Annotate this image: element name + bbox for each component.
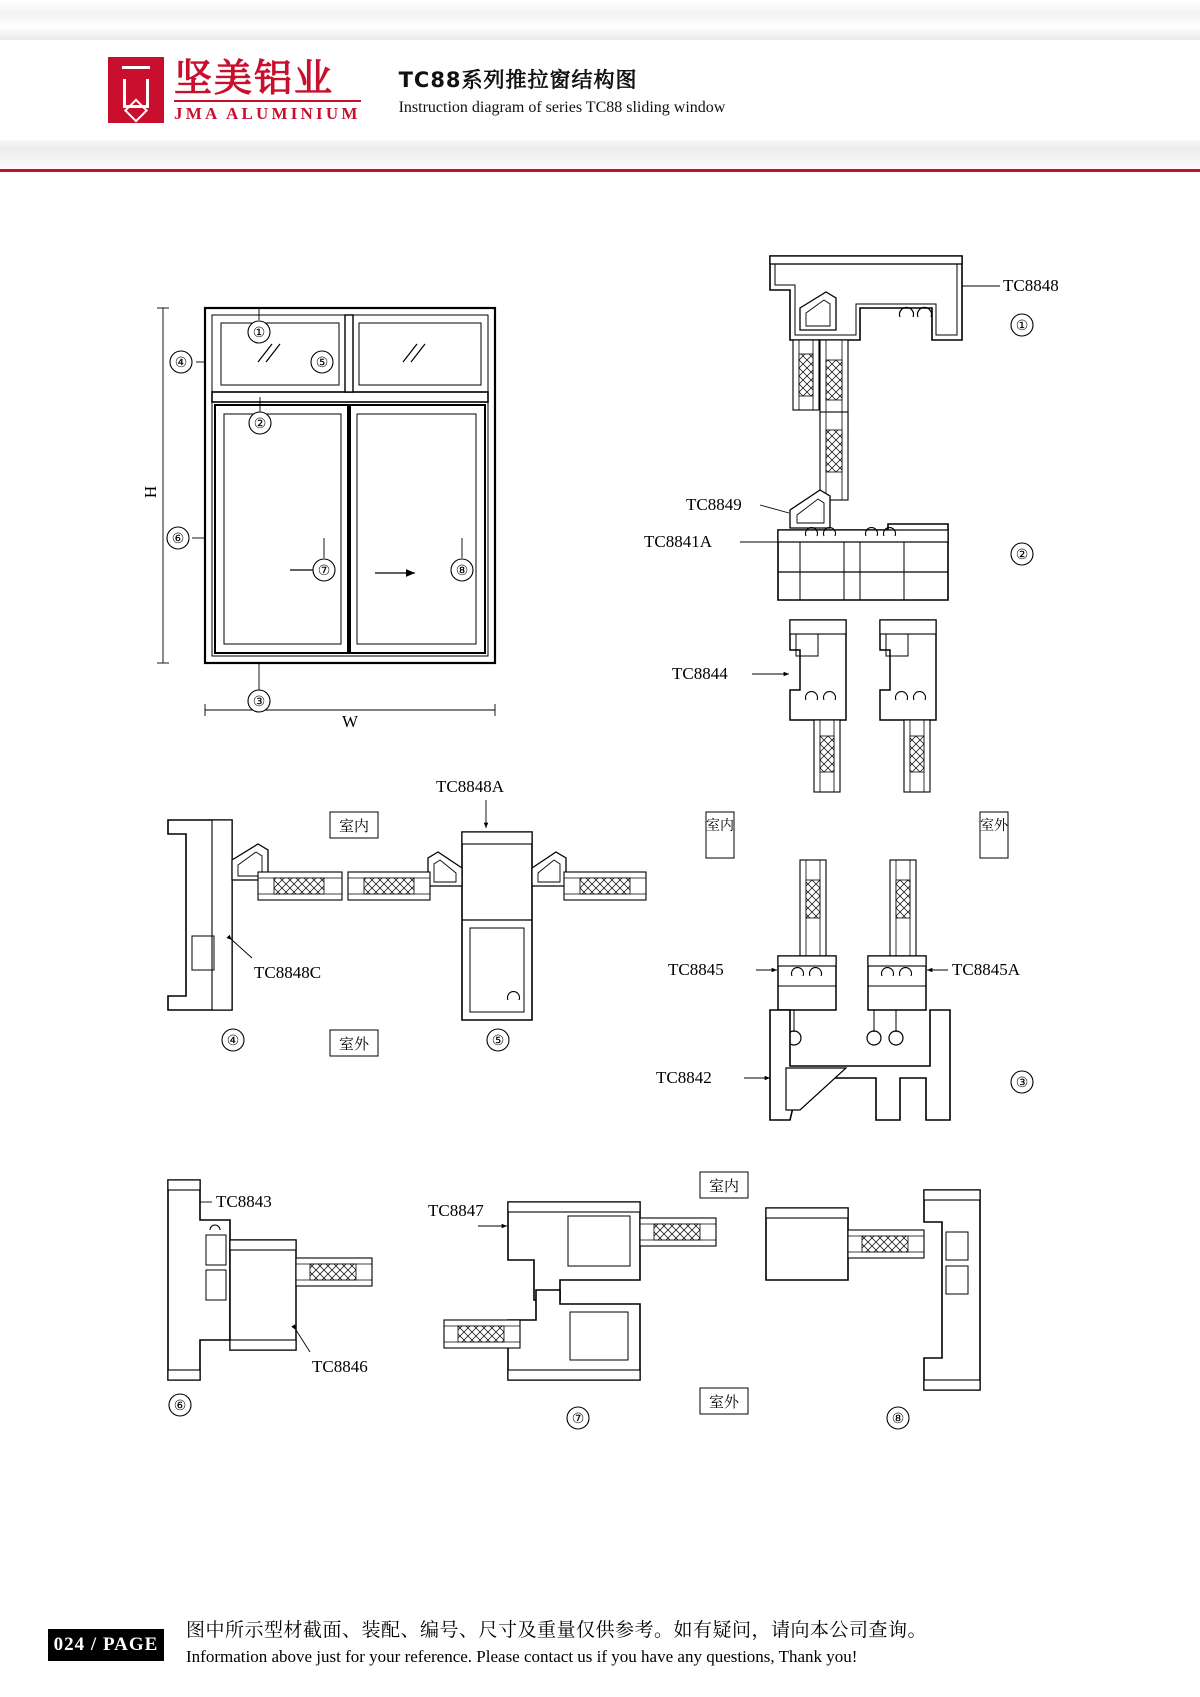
dimension-w-label: W — [341, 712, 359, 731]
dimension-h-label: H — [141, 485, 160, 499]
callout-8: ⑧ — [455, 564, 469, 579]
section-marker-2: ② — [1015, 548, 1029, 563]
title-en: Instruction diagram of series TC88 sliding window — [398, 98, 726, 116]
section-marker-5: ⑤ — [491, 1034, 505, 1049]
profile-label-tc8847: TC8847 — [428, 1201, 484, 1220]
footer-note-en: Information above just for your reference. Please contact us if you have any questions, Thank you! — [186, 1647, 858, 1666]
outdoor-label-4: 室外 — [338, 1035, 370, 1053]
title-cn: TC88系列推拉窗结构图 — [398, 67, 638, 92]
callout-4: ④ — [174, 356, 188, 371]
section-marker-4: ④ — [226, 1034, 240, 1049]
section-marker-1: ① — [1015, 319, 1029, 334]
section-2 — [644, 412, 1033, 792]
section-7 — [428, 1172, 748, 1429]
window-elevation — [141, 308, 495, 731]
profile-label-tc8848c: TC8848C — [254, 963, 322, 982]
profile-label-tc8845: TC8845 — [668, 960, 724, 979]
indoor-label-7: 室内 — [708, 1177, 740, 1195]
profile-label-tc8845a: TC8845A — [952, 960, 1020, 979]
profile-label-tc8844: TC8844 — [672, 664, 728, 683]
technical-drawing — [0, 180, 1200, 1600]
section-marker-7: ⑦ — [571, 1412, 585, 1427]
callout-2: ② — [253, 417, 267, 432]
section-4 — [168, 812, 378, 1056]
section-marker-8: ⑧ — [891, 1412, 905, 1427]
footer-note-cn: 图中所示型材截面、装配、编号、尺寸及重量仅供参考。如有疑问，请向本公司查询。 — [186, 1619, 928, 1641]
callout-7: ⑦ — [317, 564, 331, 579]
outdoor-label-7: 室外 — [708, 1393, 740, 1411]
indoor-label-4: 室内 — [338, 817, 370, 835]
section-3 — [656, 812, 1033, 1120]
profile-label-tc8842: TC8842 — [656, 1068, 712, 1087]
callout-1: ① — [252, 326, 266, 341]
profile-label-tc8843: TC8843 — [216, 1192, 272, 1211]
profile-label-tc8846: TC8846 — [312, 1357, 368, 1376]
page-title — [399, 64, 726, 117]
callout-3: ③ — [252, 695, 266, 710]
footer-note — [186, 1615, 1146, 1667]
page-footer — [0, 1615, 1200, 1675]
drawing-canvas — [0, 180, 1200, 1600]
callout-6: ⑥ — [171, 532, 185, 547]
callout-5: ⑤ — [315, 356, 329, 371]
section-5 — [348, 777, 646, 1051]
section-1 — [770, 256, 1059, 440]
brand-name-cn: 坚美铝业 — [174, 56, 335, 100]
section-marker-3: ③ — [1015, 1076, 1029, 1091]
jma-logo-icon — [108, 57, 164, 123]
brand-name-en: JMA ALUMINIUM — [174, 100, 361, 124]
profile-label-tc8848a: TC8848A — [436, 777, 504, 796]
brand-text — [174, 56, 361, 124]
outdoor-label-3a: 室外 — [980, 818, 1008, 834]
page-header — [0, 0, 1200, 172]
section-marker-6: ⑥ — [173, 1399, 187, 1414]
section-8 — [766, 1190, 980, 1429]
profile-label-tc8849: TC8849 — [686, 495, 742, 514]
brand-logo — [108, 56, 361, 124]
section-6 — [168, 1180, 372, 1416]
profile-label-tc8848: TC8848 — [1003, 276, 1059, 295]
page-number-badge: 024 / PAGE — [48, 1629, 164, 1661]
indoor-label-3a: 室内 — [706, 818, 734, 834]
profile-label-tc8841a: TC8841A — [644, 532, 712, 551]
header-inner — [0, 40, 1200, 140]
